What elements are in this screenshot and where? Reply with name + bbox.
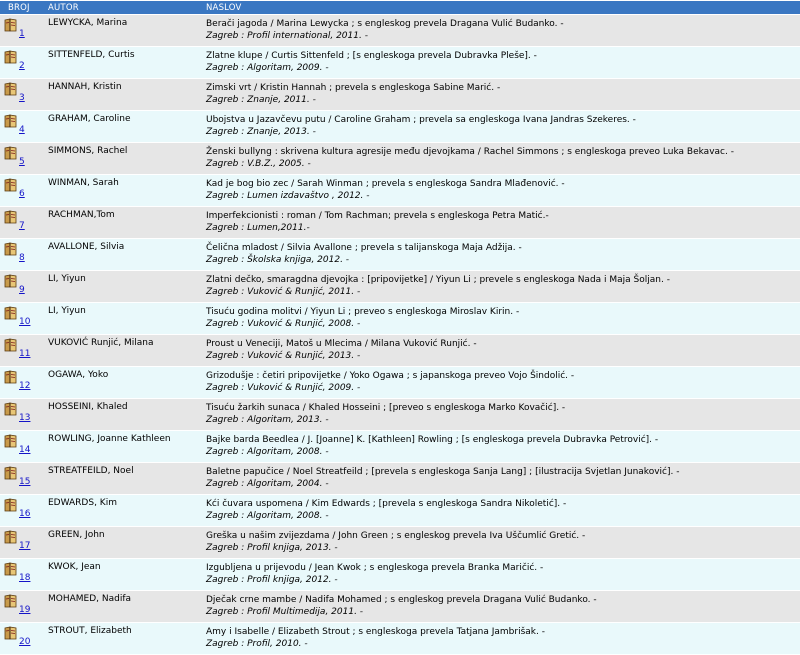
book-icon[interactable] xyxy=(4,82,17,96)
title-statement: Bajke barda Beedlea / J. [Joanne] K. [Kathleen] Rowling ; [s engleskoga prevela Dubravka Petrović]. - xyxy=(206,435,659,445)
title-statement: Čelična mladost / Silvia Avallone ; prevela s talijanskoga Maja Adžija. - xyxy=(206,243,522,253)
title-statement: Amy i Isabelle / Elizabeth Strout ; s engleskoga prevela Tatjana Jambrišak. - xyxy=(206,627,545,637)
record-number-link[interactable]: 6 xyxy=(19,189,25,199)
publication-info: Zagreb : Vuković & Runjić, 2009. - xyxy=(206,383,361,393)
record-number-link[interactable]: 9 xyxy=(19,285,25,295)
publication-info: Zagreb : Školska knjiga, 2012. - xyxy=(206,255,350,265)
author-cell: STREATFEILD, Noel xyxy=(40,463,198,494)
title-statement: Izgubljena u prijevodu / Jean Kwok ; s engleskoga prevela Branka Maričić. - xyxy=(206,563,544,573)
row-number-cell xyxy=(0,367,40,398)
row-number-cell xyxy=(0,527,40,558)
table-row xyxy=(0,79,800,110)
column-header-author[interactable]: AUTOR xyxy=(40,1,198,14)
row-number-cell xyxy=(0,303,40,334)
publication-info: Zagreb : Algoritam, 2008. - xyxy=(206,511,329,521)
row-number-cell xyxy=(0,111,40,142)
title-statement: Ženski bullyng : skrivena kultura agresije među djevojkama / Rachel Simmons ; s engleskoga preveo Luka Bekavac. - xyxy=(206,147,734,157)
title-cell xyxy=(198,527,800,558)
book-icon[interactable] xyxy=(4,50,17,64)
row-number-cell xyxy=(0,15,40,46)
table-body xyxy=(0,15,800,654)
title-cell xyxy=(198,591,800,622)
title-statement: Grizodušje : četiri pripovijetke / Yoko Ogawa ; s japanskoga preveo Vojo Šindolić. - xyxy=(206,371,575,381)
author-cell: ROWLING, Joanne Kathleen xyxy=(40,431,198,462)
publication-info: Zagreb : Algoritam, 2008. - xyxy=(206,447,329,457)
title-statement: Tisuću žarkih sunaca / Khaled Hosseini ; [preveo s engleskoga Marko Kovačić]. - xyxy=(206,403,566,413)
title-statement: Tisuću godina molitvi / Yiyun Li ; preveo s engleskoga Miroslav Kirin. - xyxy=(206,307,520,317)
author-cell: HOSSEINI, Khaled xyxy=(40,399,198,430)
record-number-link[interactable]: 17 xyxy=(19,541,31,551)
row-number-cell xyxy=(0,207,40,238)
title-statement: Ubojstva u Jazavčevu putu / Caroline Graham ; prevela sa engleskoga Ivana Jandras Szekeres. - xyxy=(206,115,636,125)
author-cell: STROUT, Elizabeth xyxy=(40,623,198,654)
author-cell: MOHAMED, Nadifa xyxy=(40,591,198,622)
title-cell xyxy=(198,367,800,398)
table-row xyxy=(0,47,800,78)
book-icon[interactable] xyxy=(4,370,17,384)
title-cell xyxy=(198,143,800,174)
book-icon[interactable] xyxy=(4,562,17,576)
table-row xyxy=(0,623,800,654)
publication-info: Zagreb : Algoritam, 2013. - xyxy=(206,415,329,425)
row-number-cell xyxy=(0,47,40,78)
title-cell xyxy=(198,175,800,206)
publication-info: Zagreb : Lumen izdavaštvo , 2012. - xyxy=(206,191,370,201)
author-cell: VUKOVIĆ Runjić, Milana xyxy=(40,335,198,366)
table-row xyxy=(0,15,800,46)
book-icon[interactable] xyxy=(4,466,17,480)
title-cell xyxy=(198,399,800,430)
author-cell: OGAWA, Yoko xyxy=(40,367,198,398)
record-number-link[interactable]: 12 xyxy=(19,381,31,391)
title-statement: Berači jagoda / Marina Lewycka ; s engleskog prevela Dragana Vulić Budanko. - xyxy=(206,19,564,29)
row-number-cell xyxy=(0,559,40,590)
row-number-cell xyxy=(0,399,40,430)
title-cell xyxy=(198,239,800,270)
record-number-link[interactable]: 11 xyxy=(19,349,31,359)
table-row xyxy=(0,271,800,302)
book-icon[interactable] xyxy=(4,306,17,320)
title-cell xyxy=(198,303,800,334)
publication-info: Zagreb : Profil knjiga, 2012. - xyxy=(206,575,338,585)
title-cell xyxy=(198,271,800,302)
publication-info: Zagreb : Profil international, 2011. - xyxy=(206,31,368,41)
book-icon[interactable] xyxy=(4,434,17,448)
book-icon[interactable] xyxy=(4,210,17,224)
publication-info: Zagreb : V.B.Z., 2005. - xyxy=(206,159,311,169)
record-number-link[interactable]: 1 xyxy=(19,29,25,39)
author-cell: LEWYCKA, Marina xyxy=(40,15,198,46)
record-number-link[interactable]: 7 xyxy=(19,221,25,231)
book-icon[interactable] xyxy=(4,242,17,256)
table-row xyxy=(0,175,800,206)
book-icon[interactable] xyxy=(4,274,17,288)
title-cell xyxy=(198,111,800,142)
record-number-link[interactable]: 5 xyxy=(19,157,25,167)
title-statement: Dječak crne mambe / Nadifa Mohamed ; s engleskog prevela Dragana Vulić Budanko. - xyxy=(206,595,597,605)
book-icon[interactable] xyxy=(4,146,17,160)
row-number-cell xyxy=(0,175,40,206)
title-statement: Baletne papučice / Noel Streatfeild ; [prevela s engleskoga Sanja Lang] ; [ilustracija Svjetlan Junaković]. - xyxy=(206,467,680,477)
title-statement: Zlatne klupe / Curtis Sittenfeld ; [s engleskoga prevela Dubravka Pleše]. - xyxy=(206,51,537,61)
publication-info: Zagreb : Znanje, 2011. - xyxy=(206,95,316,105)
record-number-link[interactable]: 8 xyxy=(19,253,25,263)
title-cell xyxy=(198,207,800,238)
title-cell xyxy=(198,559,800,590)
row-number-cell xyxy=(0,623,40,654)
title-cell xyxy=(198,335,800,366)
book-icon[interactable] xyxy=(4,594,17,608)
record-number-link[interactable]: 3 xyxy=(19,93,25,103)
publication-info: Zagreb : Vuković & Runjić, 2008. - xyxy=(206,319,361,329)
title-statement: Kći čuvara uspomena / Kim Edwards ; [prevela s engleskoga Sandra Nikoletić]. - xyxy=(206,499,567,509)
record-number-link[interactable]: 14 xyxy=(19,445,31,455)
publication-info: Zagreb : Profil, 2010. - xyxy=(206,639,308,649)
table-row xyxy=(0,527,800,558)
table-header xyxy=(0,1,800,14)
author-cell: GREEN, John xyxy=(40,527,198,558)
book-icon[interactable] xyxy=(4,338,17,352)
table-row xyxy=(0,367,800,398)
book-icon[interactable] xyxy=(4,498,17,512)
column-header-title[interactable]: NASLOV xyxy=(198,1,800,14)
row-number-cell xyxy=(0,79,40,110)
table-row xyxy=(0,463,800,494)
author-cell: EDWARDS, Kim xyxy=(40,495,198,526)
record-number-link[interactable]: 20 xyxy=(19,637,31,647)
title-statement: Zlatni dečko, smaragdna djevojka : [pripovijetke] / Yiyun Li ; prevele s engleskoga Nada i Maja Šoljan. - xyxy=(206,275,670,285)
row-number-cell xyxy=(0,591,40,622)
author-cell: SIMMONS, Rachel xyxy=(40,143,198,174)
book-icon[interactable] xyxy=(4,530,17,544)
title-cell xyxy=(198,79,800,110)
title-statement: Kad je bog bio zec / Sarah Winman ; prevela s engleskoga Sandra Mlađenović. - xyxy=(206,179,565,189)
book-icon[interactable] xyxy=(4,402,17,416)
table-row xyxy=(0,591,800,622)
row-number-cell xyxy=(0,143,40,174)
title-cell xyxy=(198,463,800,494)
row-number-cell xyxy=(0,335,40,366)
table-row xyxy=(0,207,800,238)
book-icon[interactable] xyxy=(4,18,17,32)
author-cell: SITTENFELD, Curtis xyxy=(40,47,198,78)
table-row xyxy=(0,495,800,526)
table-row xyxy=(0,399,800,430)
author-cell: LI, Yiyun xyxy=(40,303,198,334)
title-cell xyxy=(198,47,800,78)
author-cell: HANNAH, Kristin xyxy=(40,79,198,110)
author-cell: RACHMAN,Tom xyxy=(40,207,198,238)
publication-info: Zagreb : Vuković & Runjić, 2013. - xyxy=(206,351,361,361)
record-number-link[interactable]: 16 xyxy=(19,509,31,519)
table-row xyxy=(0,303,800,334)
publication-info: Zagreb : Algoritam, 2004. - xyxy=(206,479,329,489)
title-statement: Proust u Veneciji, Matoš u Mlecima / Milana Vuković Runjić. - xyxy=(206,339,477,349)
book-icon[interactable] xyxy=(4,114,17,128)
record-number-link[interactable]: 19 xyxy=(19,605,31,615)
row-number-cell xyxy=(0,495,40,526)
author-cell: AVALLONE, Silvia xyxy=(40,239,198,270)
table-row xyxy=(0,335,800,366)
title-cell xyxy=(198,431,800,462)
publication-info: Zagreb : Vuković & Runjić, 2011. - xyxy=(206,287,361,297)
title-statement: Zimski vrt / Kristin Hannah ; prevela s engleskoga Sabine Marić. - xyxy=(206,83,501,93)
table-row xyxy=(0,559,800,590)
title-cell xyxy=(198,495,800,526)
book-icon[interactable] xyxy=(4,178,17,192)
author-cell: WINMAN, Sarah xyxy=(40,175,198,206)
record-number-link[interactable]: 10 xyxy=(19,317,31,327)
author-cell: GRAHAM, Caroline xyxy=(40,111,198,142)
row-number-cell xyxy=(0,431,40,462)
record-number-link[interactable]: 13 xyxy=(19,413,31,423)
title-cell xyxy=(198,15,800,46)
publication-info: Zagreb : Lumen,2011.- xyxy=(206,223,310,233)
record-number-link[interactable]: 15 xyxy=(19,477,31,487)
publication-info: Zagreb : Profil knjiga, 2013. - xyxy=(206,543,338,553)
row-number-cell xyxy=(0,271,40,302)
record-number-link[interactable]: 4 xyxy=(19,125,25,135)
publication-info: Zagreb : Profil Multimedija, 2011. - xyxy=(206,607,364,617)
record-number-link[interactable]: 18 xyxy=(19,573,31,583)
row-number-cell xyxy=(0,463,40,494)
author-cell: LI, Yiyun xyxy=(40,271,198,302)
publication-info: Zagreb : Algoritam, 2009. - xyxy=(206,63,329,73)
publication-info: Zagreb : Znanje, 2013. - xyxy=(206,127,316,137)
book-icon[interactable] xyxy=(4,626,17,640)
table-row xyxy=(0,143,800,174)
title-statement: Imperfekcionisti : roman / Tom Rachman; prevela s engleskoga Petra Matić.- xyxy=(206,211,549,221)
table-row xyxy=(0,239,800,270)
record-number-link[interactable]: 2 xyxy=(19,61,25,71)
author-cell: KWOK, Jean xyxy=(40,559,198,590)
table-row xyxy=(0,431,800,462)
row-number-cell xyxy=(0,239,40,270)
title-statement: Greška u našim zvijezdama / John Green ; s engleskog prevela Iva Uščumlić Gretić. - xyxy=(206,531,586,541)
title-cell xyxy=(198,623,800,654)
column-header-num[interactable]: BROJ xyxy=(0,1,40,14)
table-row xyxy=(0,111,800,142)
